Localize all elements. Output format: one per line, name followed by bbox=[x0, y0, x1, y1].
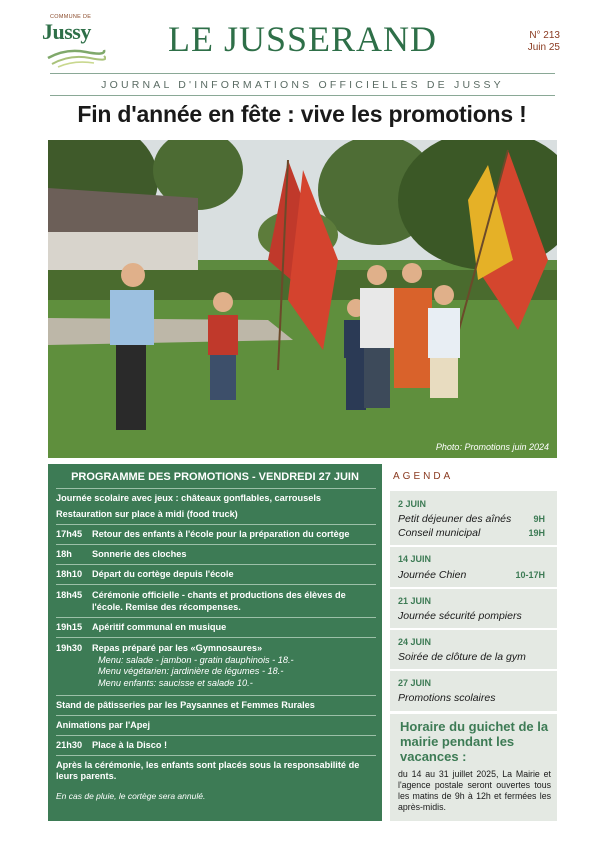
journal-subtitle: JOURNAL D'INFORMATIONS OFFICIELLES DE JUSSY bbox=[101, 79, 504, 91]
agenda-event bbox=[398, 527, 551, 539]
program-item-desc: Sonnerie des cloches bbox=[92, 549, 187, 559]
agenda-date: 24 JUIN bbox=[398, 637, 432, 647]
header-rule-bottom bbox=[50, 95, 555, 96]
program-intro-2: Restauration sur place à midi (food truck) bbox=[56, 509, 238, 519]
masthead-title: LE JUSSERAND bbox=[167, 19, 438, 59]
agenda-separator bbox=[390, 711, 557, 714]
page-headline: Fin d'année en fête : vive les promotions ! bbox=[77, 101, 527, 127]
agenda-event bbox=[398, 610, 551, 622]
program-divider bbox=[56, 488, 376, 489]
agenda-separator bbox=[390, 587, 557, 589]
program-item-time: 18h bbox=[56, 549, 72, 559]
agenda-event-name: Journée sécurité pompiers bbox=[398, 610, 522, 622]
agenda-box bbox=[390, 491, 557, 821]
commune-logo bbox=[40, 14, 118, 70]
issue-info bbox=[528, 30, 560, 54]
program-item-time: 19h30 bbox=[56, 643, 83, 653]
program-after-1: Après la cérémonie, les enfants sont placés sous la responsabilité de bbox=[56, 760, 360, 770]
program-item-time: 21h30 bbox=[56, 740, 83, 750]
program-item-time: 18h45 bbox=[56, 590, 83, 600]
agenda-event-time: 9H bbox=[533, 514, 545, 524]
program-divider bbox=[56, 564, 376, 565]
program-item-time: 19h15 bbox=[56, 622, 83, 632]
agenda-date: 14 JUIN bbox=[398, 554, 432, 564]
program-item-desc: Place à la Disco ! bbox=[92, 740, 168, 750]
program-item-time: 18h10 bbox=[56, 569, 83, 579]
agenda-event bbox=[398, 692, 551, 704]
program-after-2: leurs parents. bbox=[56, 771, 117, 781]
header-rule-top bbox=[50, 73, 555, 74]
agenda-event-name: Conseil municipal bbox=[398, 527, 481, 539]
menu-line: Menu enfants: saucisse et salade 10.- bbox=[98, 677, 253, 688]
guichet-title: Horaire du guichet de la mairie pendant les vacances : bbox=[400, 719, 549, 764]
agenda-date: 2 JUIN bbox=[398, 499, 427, 509]
program-divider bbox=[56, 637, 376, 638]
agenda-date: 27 JUIN bbox=[398, 678, 432, 688]
logo-waves-icon bbox=[46, 46, 106, 68]
issue-date: Juin 25 bbox=[527, 42, 560, 53]
program-item-time: 17h45 bbox=[56, 529, 83, 539]
program-divider bbox=[56, 524, 376, 525]
program-item-desc-2: l'école. Remise des récompenses. bbox=[92, 601, 241, 612]
rain-note: En cas de pluie, le cortège sera annulé. bbox=[56, 791, 206, 801]
program-item bbox=[56, 643, 376, 693]
program-box bbox=[48, 464, 382, 821]
agenda-event bbox=[398, 513, 551, 525]
menu-line: Menu: salade - jambon - gratin dauphinois - 18.- bbox=[98, 654, 294, 665]
program-item bbox=[56, 590, 376, 614]
program-divider bbox=[56, 755, 376, 756]
agenda-separator bbox=[390, 628, 557, 630]
issue-number: N° 213 bbox=[529, 30, 560, 41]
agenda-event-time: 19H bbox=[528, 528, 545, 538]
agenda-event-name: Journée Chien bbox=[398, 569, 467, 581]
program-item-desc: Cérémonie officielle - chants et productions des élèves de bbox=[92, 590, 346, 600]
agenda-event bbox=[398, 651, 551, 663]
agenda-event-name: Soirée de clôture de la gym bbox=[398, 651, 526, 663]
program-intro-1: Journée scolaire avec jeux : châteaux gonflables, carrousels bbox=[56, 493, 322, 503]
agenda-separator bbox=[390, 545, 557, 547]
program-item-desc: Départ du cortège depuis l'école bbox=[92, 569, 234, 579]
guichet-text: du 14 au 31 juillet 2025, La Mairie et l'agence postale seront ouvertes tous les matins de 9h à 12h et fermées les après-midis. bbox=[398, 769, 551, 812]
menu-line: Menu végétarien: jardinière de légumes - 18.- bbox=[98, 666, 284, 676]
agenda-event bbox=[398, 569, 551, 581]
agenda-event-time: 10-17H bbox=[515, 570, 545, 580]
promotions-photo bbox=[48, 140, 557, 458]
agenda-label: AGENDA bbox=[393, 471, 454, 482]
program-divider bbox=[56, 715, 376, 716]
photo-illustration bbox=[48, 140, 557, 458]
program-stand: Stand de pâtisseries par les Paysannes et Femmes Rurales bbox=[56, 700, 315, 710]
program-divider bbox=[56, 695, 376, 696]
logo-name-text: Jussy bbox=[42, 19, 91, 44]
program-animations: Animations par l'Apej bbox=[56, 720, 151, 730]
program-title: PROGRAMME DES PROMOTIONS - VENDREDI 27 JUIN bbox=[71, 471, 359, 483]
program-item-desc: Repas préparé par les «Gymnosaures» bbox=[92, 643, 263, 653]
program-divider bbox=[56, 617, 376, 618]
program-divider bbox=[56, 735, 376, 736]
program-divider bbox=[56, 584, 376, 585]
program-item-desc: Apéritif communal en musique bbox=[92, 622, 227, 632]
agenda-event-name: Petit déjeuner des aînés bbox=[398, 513, 512, 525]
photo-credit: Photo: Promotions juin 2024 bbox=[435, 442, 549, 452]
agenda-date: 21 JUIN bbox=[398, 596, 432, 606]
logo-commune-text: COMMUNE DE bbox=[50, 14, 92, 20]
program-divider bbox=[56, 544, 376, 545]
agenda-event-name: Promotions scolaires bbox=[398, 692, 496, 704]
agenda-separator bbox=[390, 669, 557, 671]
program-item-desc: Retour des enfants à l'école pour la préparation du cortège bbox=[92, 529, 350, 539]
